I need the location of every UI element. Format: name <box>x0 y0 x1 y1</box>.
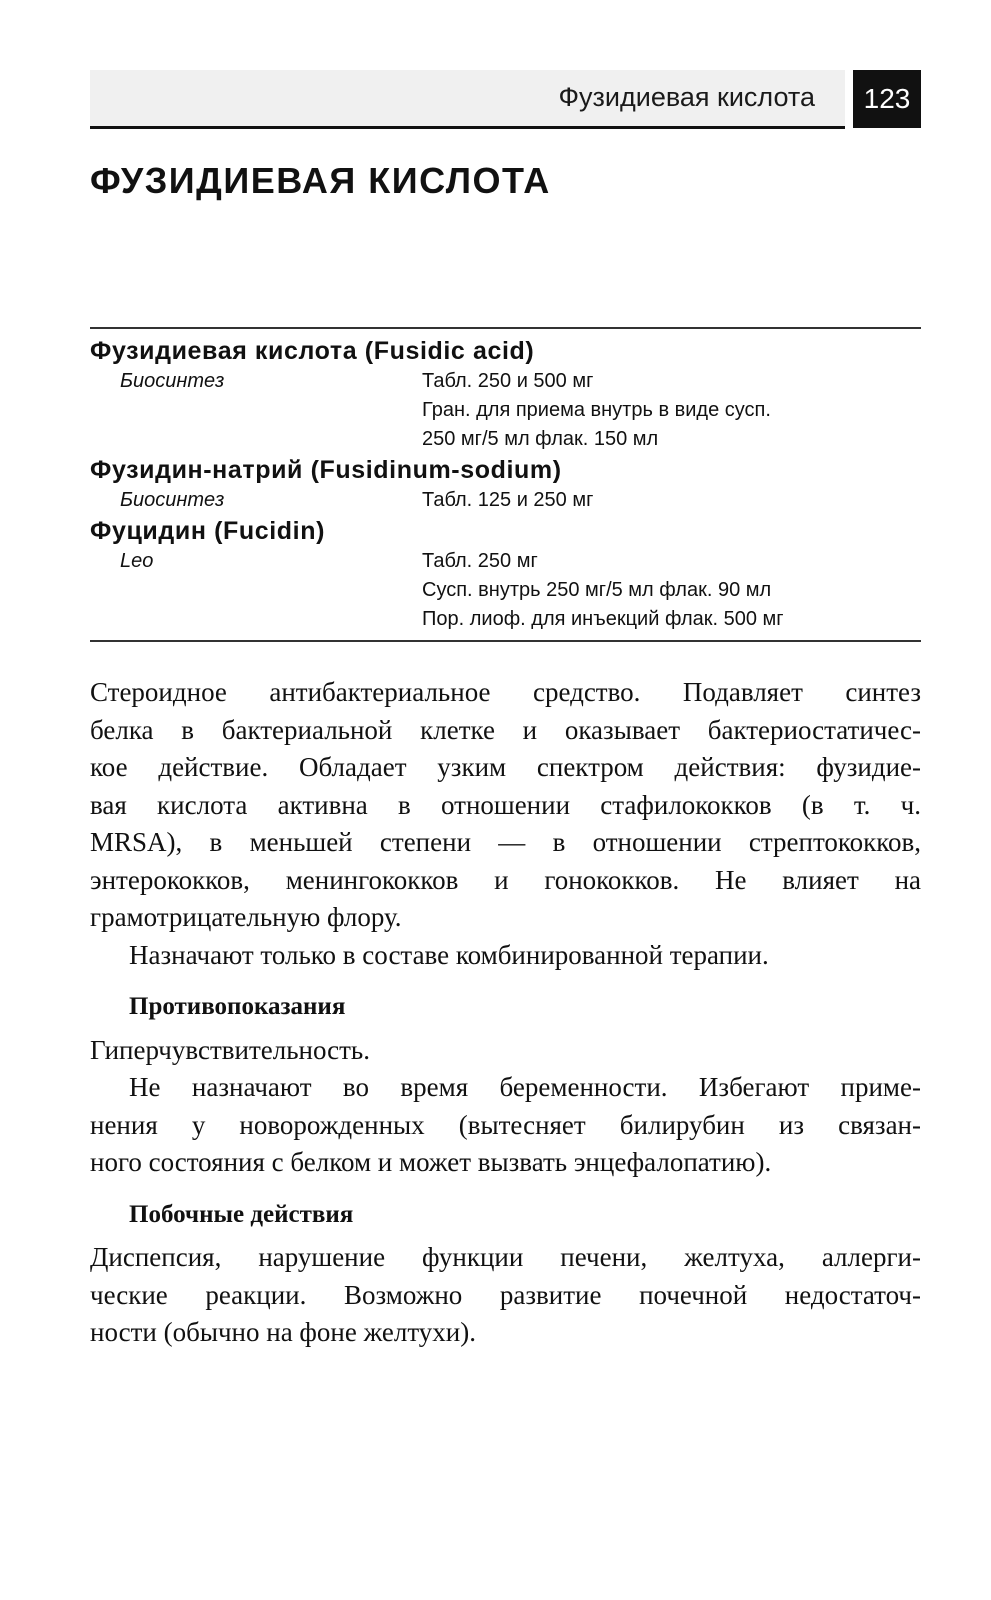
text-line: грамотрицательную флору. <box>90 902 402 932</box>
text-line: MRSA), в меньшей степени — в отношении стрептококков, <box>90 827 921 857</box>
side-effects-paragraph <box>90 1239 921 1352</box>
running-header <box>90 70 845 129</box>
text-line: Диспепсия, нарушение функции печени, желтуха, аллерги- <box>90 1242 921 1272</box>
drug-entry <box>90 367 921 454</box>
drug-forms <box>422 547 921 634</box>
drug-manufacturer: Leo <box>120 550 154 572</box>
running-title: Фузидиевая кислота <box>558 82 815 112</box>
drug-form: 250 мг/5 мл флак. 150 мл <box>422 428 659 450</box>
text-line: энтерококков, менингококков и гонококков. Не влияет на <box>90 864 921 895</box>
text-line: белка в бактериальной клетке и оказывает бактериостатичес- <box>90 714 921 745</box>
drug-forms <box>422 486 921 515</box>
page-number: 123 <box>853 70 921 128</box>
text-line: ности (обычно на фоне желтухи). <box>90 1317 477 1347</box>
drug-manufacturer: Биосинтез <box>120 370 225 392</box>
side-effects-heading: Побочные действия <box>129 1200 354 1228</box>
drug-form: Пор. лиоф. для инъекций флак. 500 мг <box>422 608 784 630</box>
drug-name: Фуцидин (Fucidin) <box>90 517 325 545</box>
chapter-title: ФУЗИДИЕВАЯ КИСЛОТА <box>90 160 551 201</box>
text-line: ческие реакции. Возможно развитие почечной недостаточ- <box>90 1279 921 1310</box>
text-line: вая кислота активна в отношении стафилококков (в т. ч. <box>90 789 921 820</box>
contraindications-paragraph <box>90 1069 921 1182</box>
drug-form: Табл. 125 и 250 мг <box>422 489 594 511</box>
description-paragraph <box>90 674 921 937</box>
text-line: ного состояния с белком и может вызвать энцефалопатию). <box>90 1147 772 1177</box>
drug-table <box>90 327 921 642</box>
contraindications-heading: Противопоказания <box>129 993 346 1020</box>
drug-form: Табл. 250 мг <box>422 550 538 572</box>
text-line: Стероидное антибактериальное средство. Подавляет синтез <box>90 677 921 707</box>
drug-entry <box>90 547 921 634</box>
drug-form: Гран. для приема внутрь в виде сусп. <box>422 399 771 421</box>
text-line: кое действие. Обладает узким спектром действия: фузидие- <box>90 752 921 782</box>
text-line: нения у новорожденных (вытесняет билирубин из связан- <box>90 1109 921 1140</box>
drug-forms <box>422 367 921 454</box>
text-line: Гиперчувствительность. <box>90 1034 370 1065</box>
drug-name: Фузидин-натрий (Fusidinum-sodium) <box>90 456 562 484</box>
drug-entry <box>90 486 921 515</box>
drug-name: Фузидиевая кислота (Fusidic acid) <box>90 337 535 365</box>
drug-form: Сусп. внутрь 250 мг/5 мл флак. 90 мл <box>422 579 772 601</box>
drug-form: Табл. 250 и 500 мг <box>422 370 594 392</box>
text-line: Не назначают во время беременности. Избегают приме- <box>129 1072 921 1102</box>
drug-manufacturer: Биосинтез <box>120 489 225 511</box>
therapy-note: Назначают только в составе комбинированной терапии. <box>129 939 769 970</box>
body-text <box>90 674 921 1352</box>
